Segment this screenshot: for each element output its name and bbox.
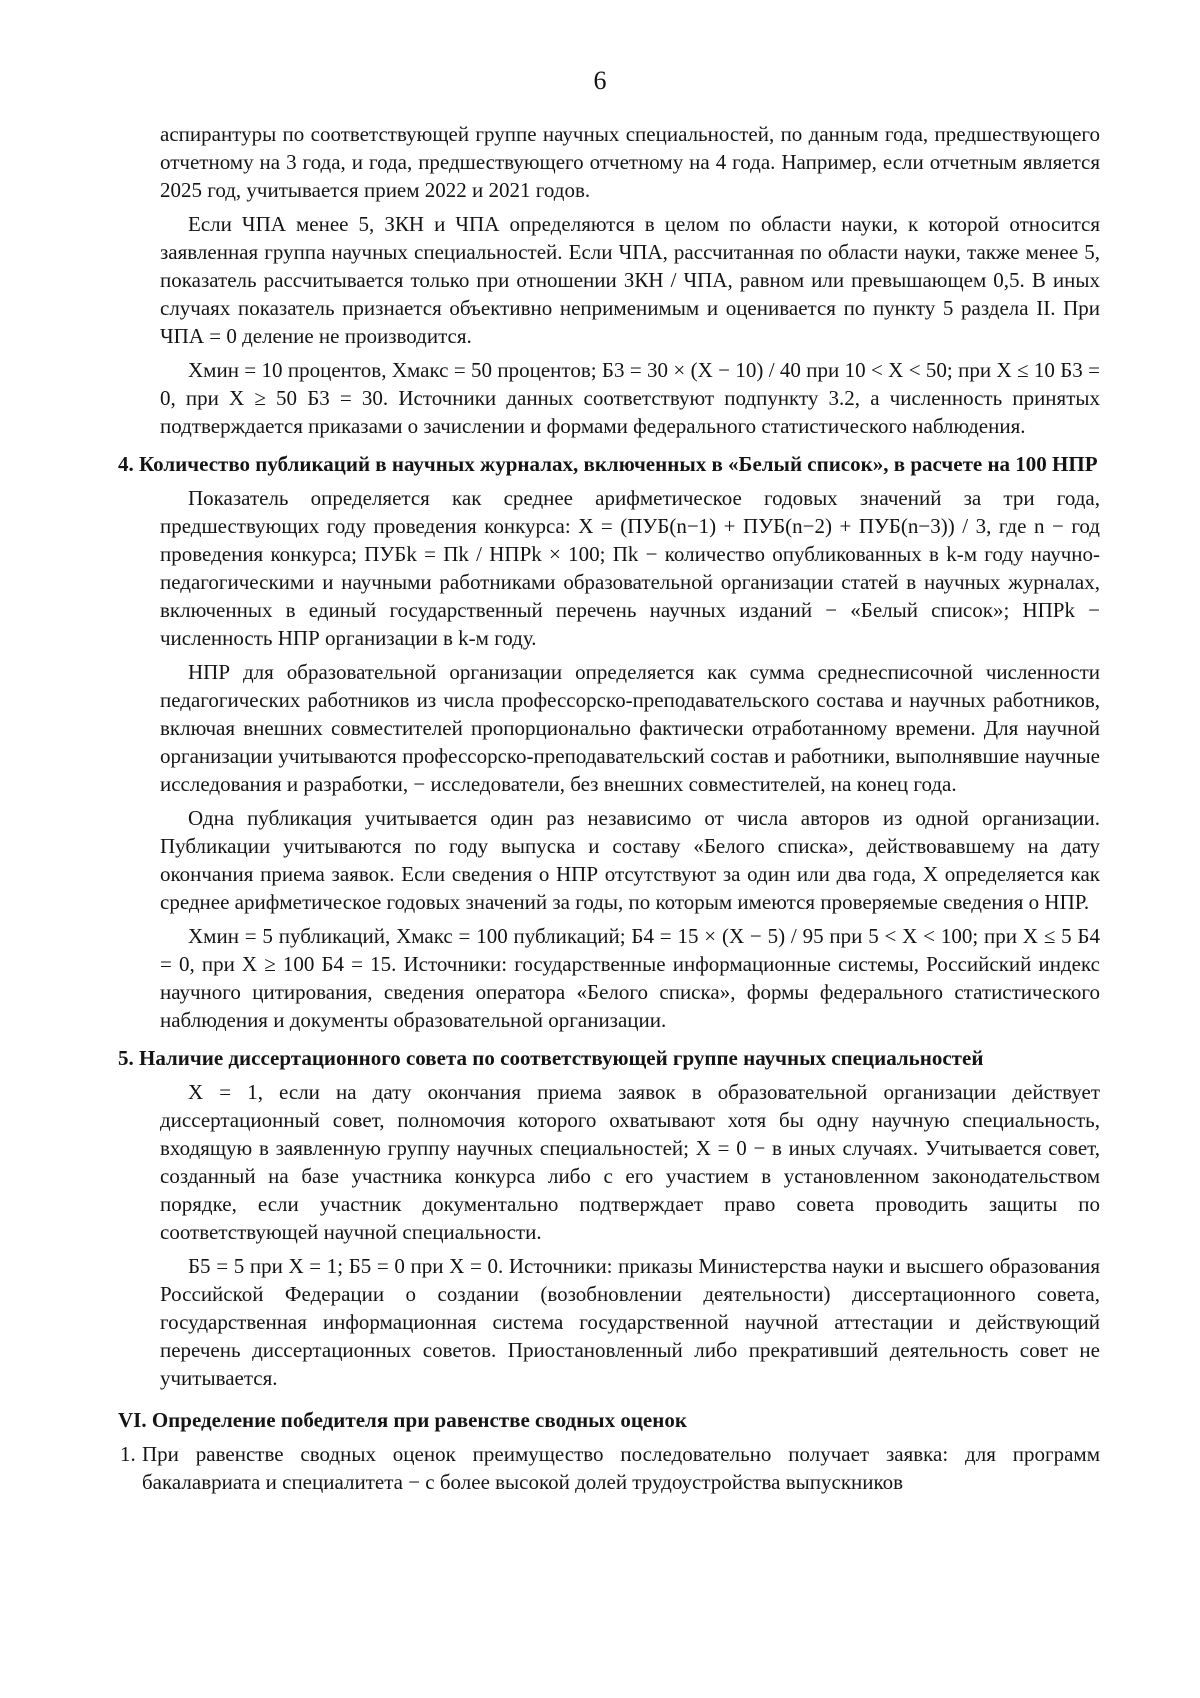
paragraph-b5-formula: Б5 = 5 при X = 1; Б5 = 0 при X = 0. Источники: приказы Министерства науки и высшего образования Российской Федерации о создании (возобновлении деятельности) диссертационного совета, государственная информационная система государственной научной аттестации и действующий перечень диссертационных советов. Приостановленный либо прекративший деятельность совет не учитывается. (160, 1254, 1100, 1390)
paragraph-publications-definition: Показатель определяется как среднее арифметическое годовых значений за три года, предшествующих году проведения конкурса: X = (ПУБ(n−1) + ПУБ(n−2) + ПУБ(n−3)) / 3, где n − год проведения конкурса; ПУБk = Пk / НПРk × 100; Пk − количество опубликованных в k-м году научно-педагогическими и научными работниками образовательной организации статей в научных журналах, включенных в единый государственный перечень научных изданий − «Белый список»; НПРk − численность НПР организации в k-м году. (160, 486, 1100, 650)
list-item-text: При равенстве сводных оценок преимущество последовательно получает заявка: для программ бакалавриата и специалитета − с более высокой долей трудоустройства выпускников (142, 1442, 1100, 1494)
page-number: 6 (593, 66, 607, 95)
list-item: 1. При равенстве сводных оценок преимущество последовательно получает заявка: для программ бакалавриата и специалитета − с более высокой долей трудоустройства выпускников (120, 1442, 1100, 1494)
paragraph-publication-counting: Одна публикация учитывается один раз независимо от числа авторов из одной организации. Публикации учитываются по году выпуска и составу «Белого списка», действовавшему на дату окончания приема заявок. Если сведения о НПР отсутствуют за один или два года, X определяется как среднее арифметическое годовых значений за годы, по которым имеются проверяемые сведения о НПР. (160, 806, 1100, 914)
paragraph-dissertation-council: X = 1, если на дату окончания приема заявок в образовательной организации действует диссертационный совет, полномочия которого охватывают хотя бы одну научную специальность, входящую в заявленную группу научных специальностей; X = 0 − в иных случаях. Учитывается совет, созданный на базе участника конкурса либо с его участием в установленном законодательством порядке, если участник документально подтверждает право совета проводить защиты по соответствующей научной специальности. (160, 1080, 1100, 1244)
paragraph-b3-formula: Xмин = 10 процентов, Xмакс = 50 процентов; Б3 = 30 × (X − 10) / 40 при 10 < X < 50; при X ≤ 10 Б3 = 0, при X ≥ 50 Б3 = 30. Источники данных соответствуют подпункту 3.2, а численность принятых подтверждается приказами о зачислении и формами федерального статистического наблюдения. (160, 358, 1100, 438)
paragraph-continuation: аспирантуры по соответствующей группе научных специальностей, по данным года, предшествующего отчетному на 3 года, и года, предшествующего отчетному на 4 года. Например, если отчетным является 2025 год, учитывается прием 2022 и 2021 годов. (160, 122, 1100, 202)
section-heading-vi: VI. Определение победителя при равенстве сводных оценок (118, 1408, 687, 1432)
page-content (118, 120, 1100, 1496)
heading-indicator-4: 4. Количество публикаций в научных журналах, включенных в «Белый список», в расчете на 100 НПР (118, 452, 1098, 476)
paragraph-b4-formula: Xмин = 5 публикаций, Xмакс = 100 публикаций; Б4 = 15 × (X − 5) / 95 при 5 < X < 100; при X ≤ 5 Б4 = 0, при X ≥ 100 Б4 = 15. Источники: государственные информационные системы, Российский индекс научного цитирования, сведения оператора «Белого списка», формы федерального статистического наблюдения и документы образовательной организации. (160, 924, 1100, 1032)
paragraph-chpa-rule: Если ЧПА менее 5, ЗКН и ЧПА определяются в целом по области науки, к которой относится заявленная группа научных специальностей. Если ЧПА, рассчитанная по области науки, также менее 5, показатель рассчитывается только при отношении ЗКН / ЧПА, равном или превышающем 0,5. В иных случаях показатель признается объективно неприменимым и оценивается по пункту 5 раздела II. При ЧПА = 0 деление не производится. (160, 212, 1100, 348)
paragraph-npr-definition: НПР для образовательной организации определяется как сумма среднесписочной численности педагогических работников из числа профессорско-преподавательского состава и научных работников, включая внешних совместителей пропорционально фактически отработанному времени. Для научной организации учитываются профессорско-преподавательский состав и работники, выполнявшие научные исследования и разработки, − исследователи, без внешних совместителей, на конец года. (160, 660, 1100, 796)
heading-indicator-5: 5. Наличие диссертационного совета по соответствующей группе научных специальностей (118, 1046, 984, 1070)
